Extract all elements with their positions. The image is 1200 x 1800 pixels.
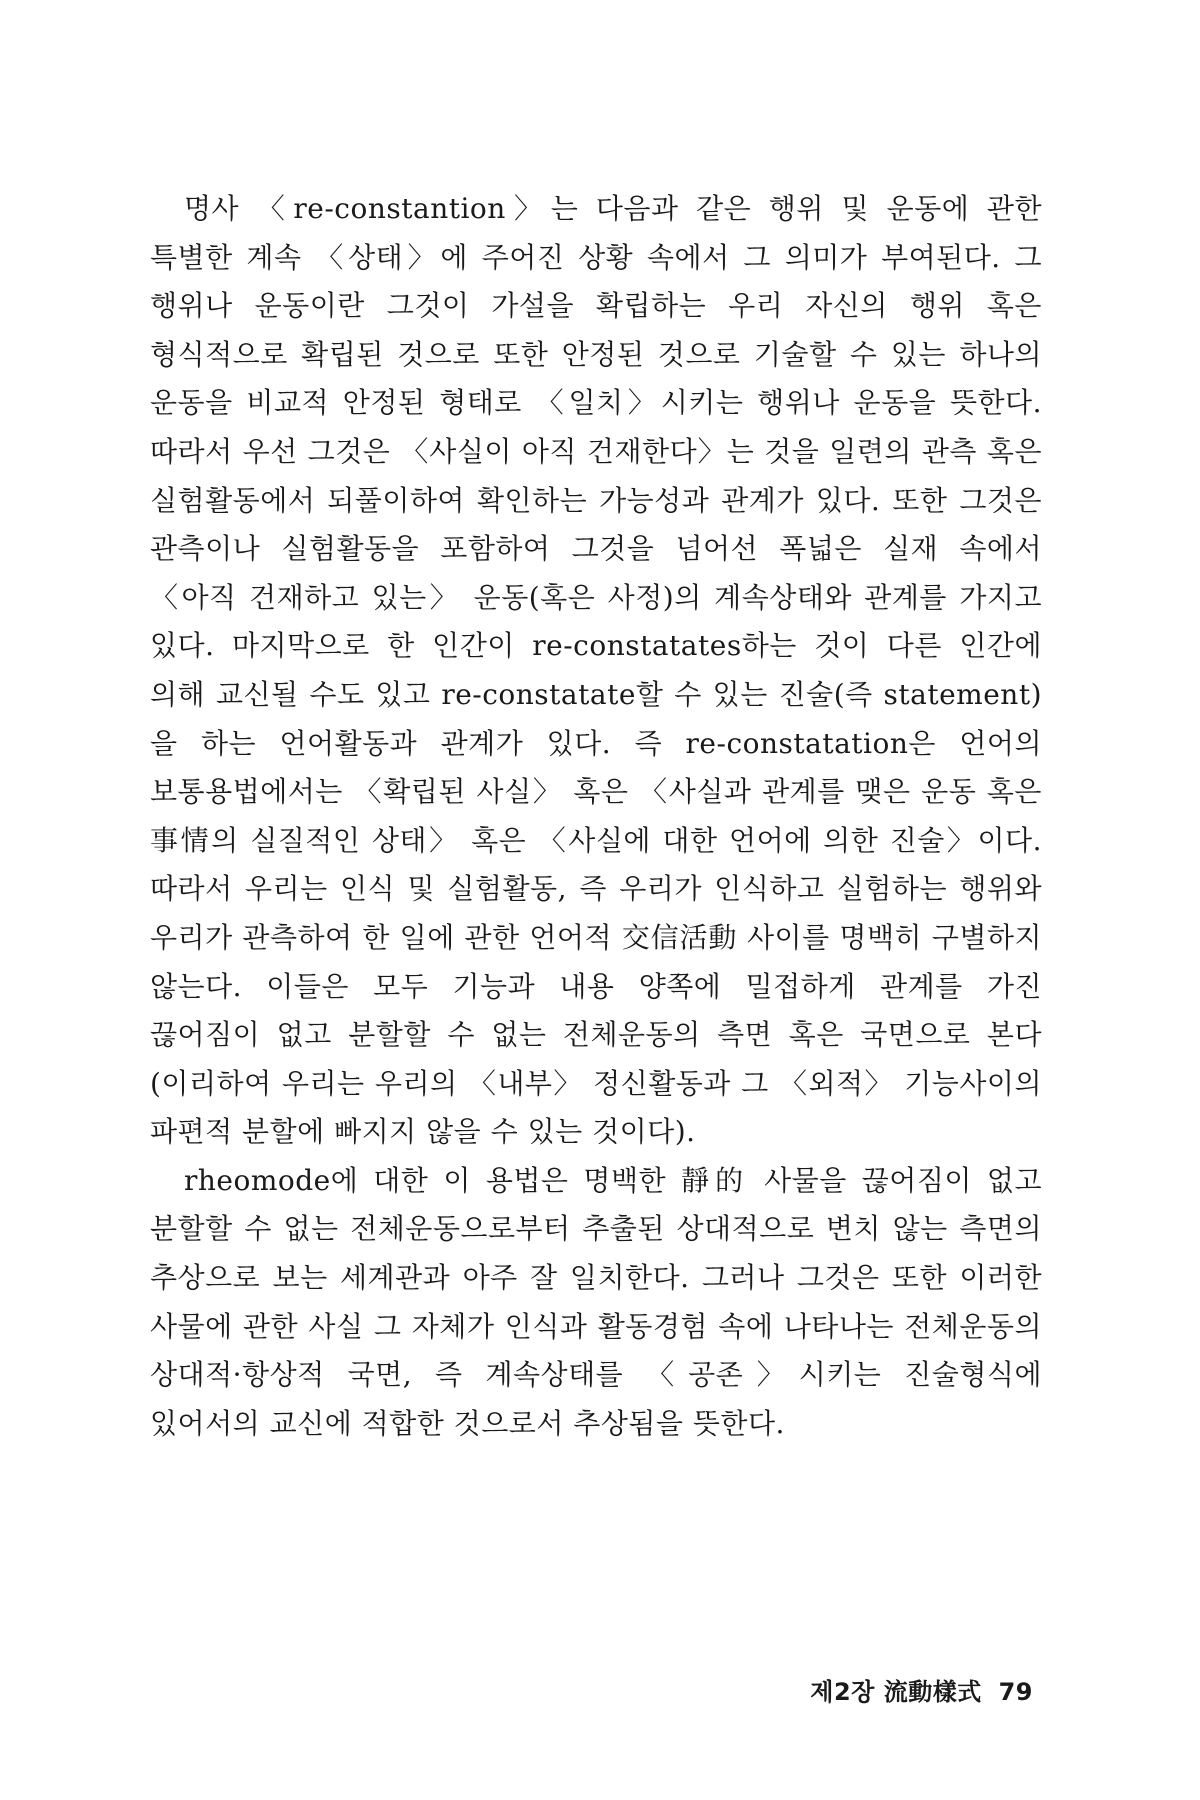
page-number: 79 (998, 1678, 1033, 1706)
paragraph-1: 명사 〈re-constantion〉는 다음과 같은 행위 및 운동에 관한 특별한 계속 〈상태〉에 주어진 상황 속에서 그 의미가 부여된다. 그 행위나 운동이란 그것이 가설을 확립하는 우리 자신의 행위 혹은 형식적으로 확립된 것으로 또한 안정된 것으로 기술할 수 있는 하나의 운동을 비교적 안정된 형태로 〈일치〉시키는 행위나 운동을 뜻한다. 따라서 우선 그것은 〈사실이 아직 건재한다〉는 것을 일련의 관측 혹은 실험활동에서 되풀이하여 확인하는 가능성과 관계가 있다. 또한 그것은 관측이나 실험활동을 포함하여 그것을 넘어선 폭넓은 실재 속에서 〈아직 건재하고 있는〉 운동(혹은 사정)의 계속상태와 관계를 가지고 있다. 마지막으로 한 인간이 re-constatates하는 것이 다른 인간에 의해 교신될 수도 있고 re-constatate할 수 있는 진술(즉 statement)을 하는 언어활동과 관계가 있다. 즉 re-constatation은 언어의 보통용법에서는 〈확립된 사실〉 혹은 〈사실과 관계를 맺은 운동 혹은 事情의 실질적인 상태〉 혹은 〈사실에 대한 언어에 의한 진술〉이다. 따라서 우리는 인식 및 실험활동, 즉 우리가 인식하고 실험하는 행위와 우리가 관측하여 한 일에 관한 언어적 交信活動 사이를 명백히 구별하지 않는다. 이들은 모두 기능과 내용 양쪽에 밀접하게 관계를 가진 끊어짐이 없고 분할할 수 없는 전체운동의 측면 혹은 국면으로 본다(이리하여 우리는 우리의 〈내부〉 정신활동과 그 〈외적〉 기능사이의 파편적 분할에 빠지지 않을 수 있는 것이다). (150, 192, 1042, 1149)
body-text (150, 185, 1042, 1448)
paragraph-2: rheomode에 대한 이 용법은 명백한 靜的 사물을 끊어짐이 없고 분할할 수 없는 전체운동으로부터 추출된 상대적으로 변치 않는 측면의 추상으로 보는 세계관과 아주 잘 일치한다. 그러나 그것은 또한 이러한 사물에 관한 사실 그 자체가 인식과 활동경험 속에 나타나는 전체운동의 상대적·항상적 국면, 즉 계속상태를 〈공존〉시키는 진술형식에 있어서의 교신에 적합한 것으로서 추상됨을 뜻한다. (150, 1163, 1042, 1440)
running-footer (810, 1672, 1033, 1707)
chapter-title: 제2장 流動樣式 (810, 1678, 982, 1706)
